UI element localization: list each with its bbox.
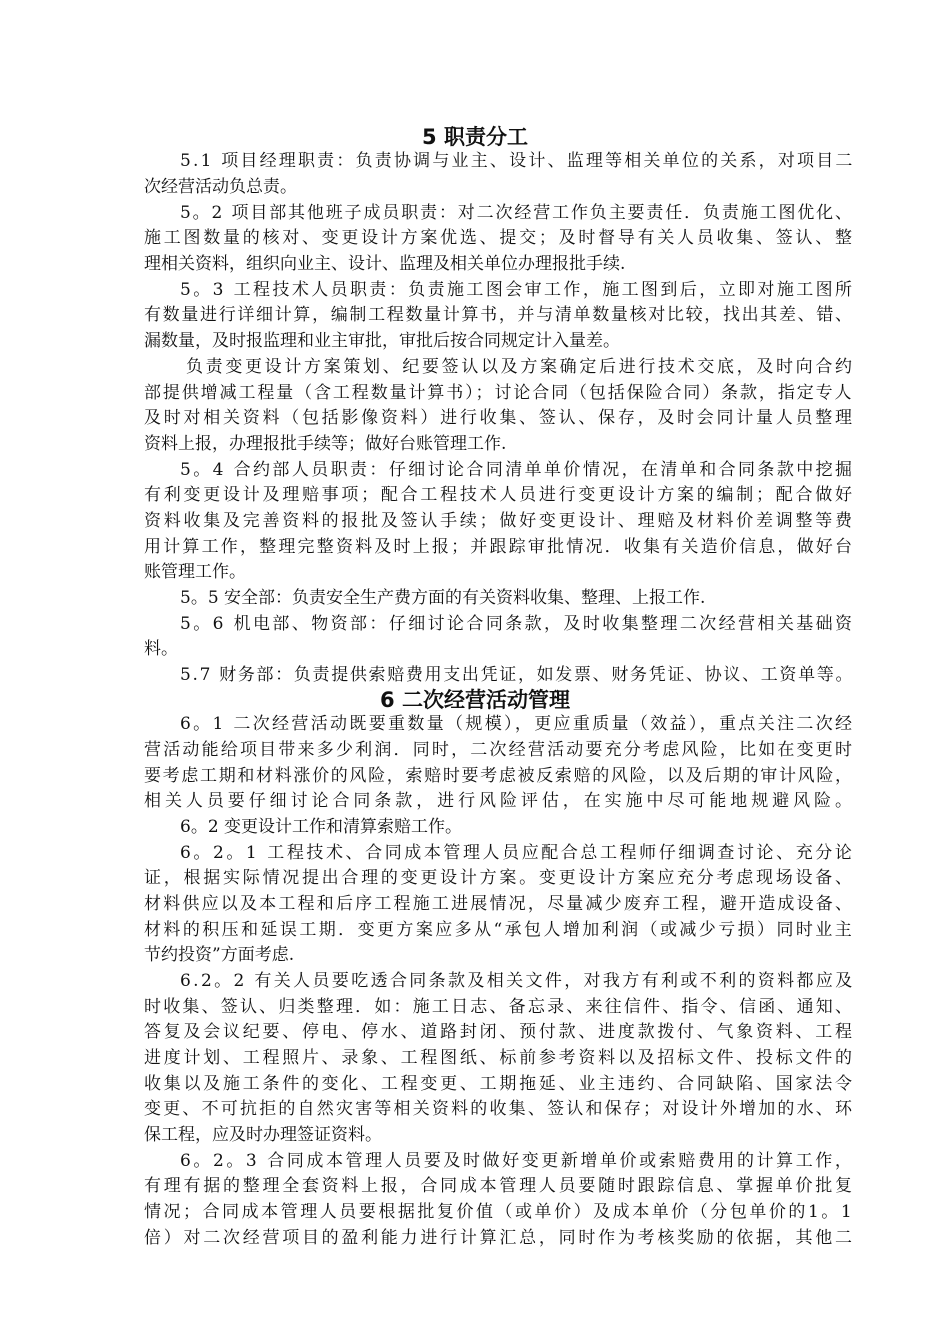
paragraph-line: 用计算工作，整理完整资料及时上报；并跟踪审批情况．收集有关造价信息，做好台 <box>144 537 855 557</box>
paragraph-line: 料。 <box>144 639 178 659</box>
paragraph-line: 6。1 二次经营活动既要重数量（规模），更应重质量（效益），重点关注二次经 <box>180 714 855 734</box>
paragraph-line: 资料上报，办理报批手续等；做好台账管理工作. <box>144 434 507 454</box>
paragraph-line: 6。2。1 工程技术、合同成本管理人员应配合总工程师仔细调查讨论、充分论 <box>180 843 855 863</box>
paragraph-line: 5.1 项目经理职责：负责协调与业主、设计、监理等相关单位的关系，对项目二 <box>180 151 855 171</box>
paragraph-line: 变更、不可抗拒的自然灾害等相关资料的收集、签认和保存；对设计外增加的水、环 <box>144 1099 855 1119</box>
paragraph-line: 6.2。2 有关人员要吃透合同条款及相关文件，对我方有利或不利的资料都应及 <box>180 971 855 991</box>
paragraph-line: 5。5 安全部：负责安全生产费方面的有关资料收集、整理、上报工作. <box>180 588 706 608</box>
paragraph-line: 有数量进行详细计算，编制工程数量计算书，并与清单数量核对比较，找出其差、错、 <box>144 305 854 325</box>
paragraph-line: 及时对相关资料（包括影像资料）进行收集、签认、保存，及时会同计量人员整理 <box>144 408 855 428</box>
section-5-heading: 5 职责分工 <box>422 125 528 149</box>
paragraph-line: 理相关资料，组织向业主、设计、监理及相关单位办理报批手续. <box>144 254 626 274</box>
paragraph-line: 有利变更设计及理赔事项；配合工程技术人员进行变更设计方案的编制；配合做好 <box>144 485 855 505</box>
paragraph-line: 次经营活动负总责。 <box>144 177 297 197</box>
paragraph-line: 节约投资”方面考虑. <box>144 945 295 965</box>
paragraph-line: 漏数量，及时报监理和业主审批，审批后按合同规定计入量差。 <box>144 331 620 351</box>
paragraph-line: 材料的积压和延误工期．变更方案应多从“承包人增加利润（或减少亏损）同时业主 <box>144 920 855 940</box>
paragraph-line: 收集以及施工条件的变化、工程变更、工期拖延、业主违约、合同缺陷、国家法令 <box>144 1074 855 1094</box>
paragraph-line: 证，根据实际情况提出合理的变更设计方案。变更设计方案应充分考虑现场设备、 <box>144 868 855 888</box>
paragraph-line: 5。2 项目部其他班子成员职责：对二次经营工作负主要责任．负责施工图优化、 <box>180 203 854 223</box>
section-6-heading: 6 二次经营活动管理 <box>380 688 570 712</box>
paragraph-line: 施工图数量的核对、变更设计方案优选、提交；及时督导有关人员收集、签认、整 <box>144 228 855 248</box>
paragraph-line: 要考虑工期和材料涨价的风险，索赔时要考虑被反索赔的风险，以及后期的审计风险， <box>144 766 854 786</box>
paragraph-line: 6。2 变更设计工作和清算索赔工作。 <box>180 817 463 837</box>
paragraph-line: 6。2。3 合同成本管理人员要及时做好变更新增单价或索赔费用的计算工作， <box>180 1151 855 1171</box>
paragraph-line: 情况；合同成本管理人员要根据批复价值（或单价）及成本单价（分包单价的1。1 <box>144 1202 855 1222</box>
paragraph-line: 部提供增减工程量（含工程数量计算书）；讨论合同（包括保险合同）条款，指定专人 <box>144 383 854 403</box>
paragraph-line: 负责变更设计方案策划、纪要签认以及方案确定后进行技术交底，及时向合约 <box>186 357 855 377</box>
paragraph-line: 有理有据的整理全套资料上报，合同成本管理人员要随时跟踪信息、掌握单价批复 <box>144 1176 855 1196</box>
paragraph-line: 5。4 合约部人员职责：仔细讨论合同清单单价情况，在清单和合同条款中挖掘 <box>180 460 855 480</box>
paragraph-line: 营活动能给项目带来多少利润．同时，二次经营活动要充分考虑风险，比如在变更时 <box>144 740 855 760</box>
paragraph-line: 5。6 机电部、物资部：仔细讨论合同条款，及时收集整理二次经营相关基础资 <box>180 614 855 634</box>
paragraph-line: 账管理工作。 <box>144 562 246 582</box>
paragraph-line: 5。3 工程技术人员职责：负责施工图会审工作，施工图到后，立即对施工图所 <box>180 280 855 300</box>
paragraph-line: 时收集、签认、归类整理．如：施工日志、备忘录、来往信件、指令、信函、通知、 <box>144 997 855 1017</box>
paragraph-line: 相关人员要仔细讨论合同条款，进行风险评估，在实施中尽可能地规避风险。 <box>144 791 856 811</box>
paragraph-line: 倍）对二次经营项目的盈利能力进行计算汇总，同时作为考核奖励的依据，其他二 <box>144 1228 855 1248</box>
paragraph-line: 答复及会议纪要、停电、停水、道路封闭、预付款、进度款拨付、气象资料、工程 <box>144 1022 855 1042</box>
paragraph-line: 5.7 财务部：负责提供索赔费用支出凭证，如发票、财务凭证、协议、工资单等。 <box>180 665 855 685</box>
paragraph-line: 资料收集及完善资料的报批及签认手续；做好变更设计、理赔及材料价差调整等费 <box>144 511 855 531</box>
paragraph-line: 保工程，应及时办理签证资料。 <box>144 1125 382 1145</box>
paragraph-line: 进度计划、工程照片、录象、工程图纸、标前参考资料以及招标文件、投标文件的 <box>144 1048 855 1068</box>
paragraph-line: 材料供应以及本工程和后序工程施工进展情况，尽量减少废弃工程，避开造成设备、 <box>144 894 855 914</box>
